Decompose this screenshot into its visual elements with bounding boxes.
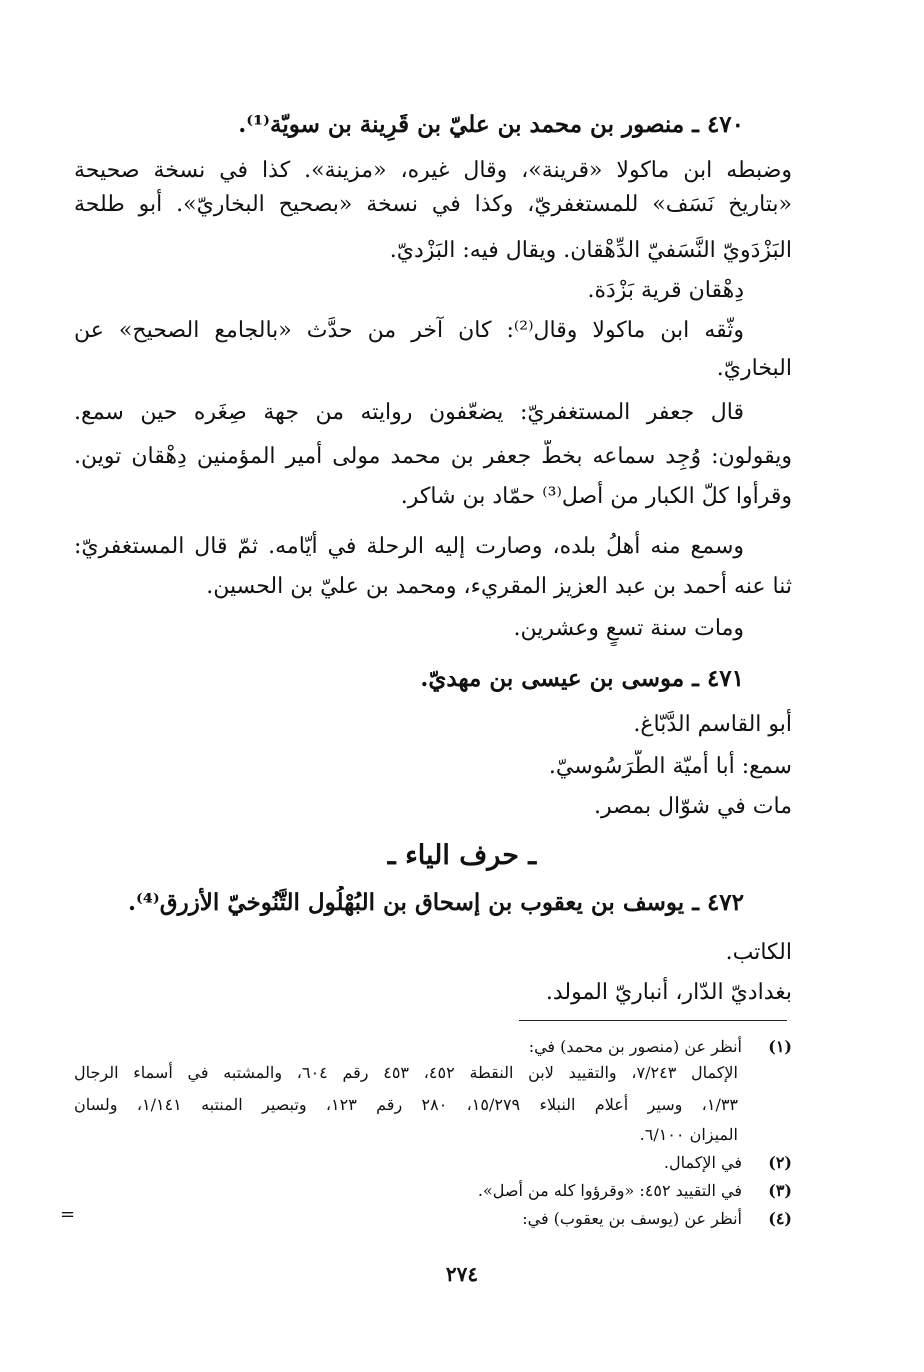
entry-470-heading: ٤٧٠ ـ منصور بن محمد بن عليّ بن قَرِينة بن سويّة⁽¹⁾. bbox=[238, 111, 744, 138]
entry-470-line: البخاريّ. bbox=[716, 356, 792, 381]
margin-mark: = bbox=[60, 1204, 76, 1225]
entry-471-line: سمع: أبا أميّة الطَّرَسُوسيّ. bbox=[548, 754, 792, 779]
footnote-number: (٤) bbox=[768, 1209, 792, 1228]
entry-472-line: الكاتب. bbox=[725, 940, 792, 965]
footnote-number: (١) bbox=[768, 1037, 792, 1056]
entry-472-line: بغداديّ الدّار، أنباريّ المولد. bbox=[545, 980, 792, 1005]
entry-470-line: وسمع منه أهلُ بلده، وصارت إليه الرحلة في أيّامه. ثمّ قال المستغفريّ: bbox=[74, 534, 744, 559]
entry-470-line: «بتاريخ نَسَف» للمستغفريّ، وكذا في نسخة «بصحيح البخاريّ». أبو طلحة bbox=[74, 192, 792, 217]
footnote-text: أنظر عن (منصور بن محمد) في: bbox=[528, 1037, 742, 1056]
footnote-number: (٣) bbox=[768, 1181, 792, 1200]
entry-470-line: وقرأوا كلّ الكبار من أصل⁽³⁾ حمّاد بن شاكر. bbox=[400, 484, 792, 509]
entry-470-line: وثّقه ابن ماكولا وقال⁽²⁾: كان آخر من حدَّث «بالجامع الصحيح» عن bbox=[74, 318, 744, 343]
footnote-4 bbox=[74, 1206, 792, 1232]
footnote-text: في الإكمال. bbox=[663, 1153, 742, 1172]
entry-472-heading: ٤٧٢ ـ يوسف بن يعقوب بن إسحاق بن البُهْلُول التَّنُوخيّ الأزرق⁽⁴⁾. bbox=[127, 889, 744, 916]
entry-471-heading: ٤٧١ ـ موسى بن عيسى بن مهديّ. bbox=[420, 665, 744, 692]
footnote-number: (٢) bbox=[768, 1153, 792, 1172]
entry-470-line: ثنا عنه أحمد بن عبد العزيز المقريء، ومحمد بن عليّ بن الحسين. bbox=[206, 574, 792, 599]
footnote-text: أنظر عن (يوسف بن يعقوب) في: bbox=[522, 1209, 742, 1228]
entry-470-line: دِهْقان قرية بَزْدَة. bbox=[587, 278, 744, 303]
entry-471-line: أبو القاسم الدَّبّاغ. bbox=[633, 712, 792, 737]
footnote-3 bbox=[74, 1178, 792, 1204]
entry-470-line: البَزْدَويّ النَّسَفيّ الدِّهْقان. ويقال فيه: البَزْديّ. bbox=[389, 238, 792, 263]
footnote-1-line: الإكمال ٧/٢٤٣، والتقييد لابن النقطة ٤٥٢، ٤٥٣ رقم ٦٠٤، والمشتبه في أسماء الرجال bbox=[74, 1063, 738, 1082]
footnote-1 bbox=[74, 1034, 792, 1060]
entry-470-line: قال جعفر المستغفريّ: يضعّفون روايته من جهة صِغَره حين سمع. bbox=[74, 400, 744, 425]
entry-470-line: ومات سنة تسعٍ وعشرين. bbox=[513, 616, 744, 641]
section-heading: ـ حرف الياء ـ bbox=[387, 840, 537, 871]
footnote-separator bbox=[519, 1020, 787, 1021]
footnote-2 bbox=[74, 1150, 792, 1176]
footnote-1-line: الميزان ٦/١٠٠. bbox=[639, 1125, 738, 1144]
page-number: ٢٧٤ bbox=[445, 1262, 479, 1286]
entry-470-line: ويقولون: وُجِد سماعه بخطّ جعفر بن محمد مولى أمير المؤمنين دِهْقان توين. bbox=[74, 444, 792, 469]
footnote-1-line: ١/٣٣، وسير أعلام النبلاء ١٥/٢٧٩، ٢٨٠ رقم ١٢٣، وتبصير المنتبه ١/١٤١، ولسان bbox=[74, 1095, 738, 1114]
entry-470-line: وضبطه ابن ماكولا «قرينة»، وقال غيره، «مزينة». كذا في نسخة صحيحة bbox=[74, 158, 792, 183]
footnote-text: في التقييد ٤٥٢: «وقرؤوا كله من أصل». bbox=[477, 1181, 742, 1200]
entry-471-line: مات في شوّال بمصر. bbox=[594, 794, 792, 819]
